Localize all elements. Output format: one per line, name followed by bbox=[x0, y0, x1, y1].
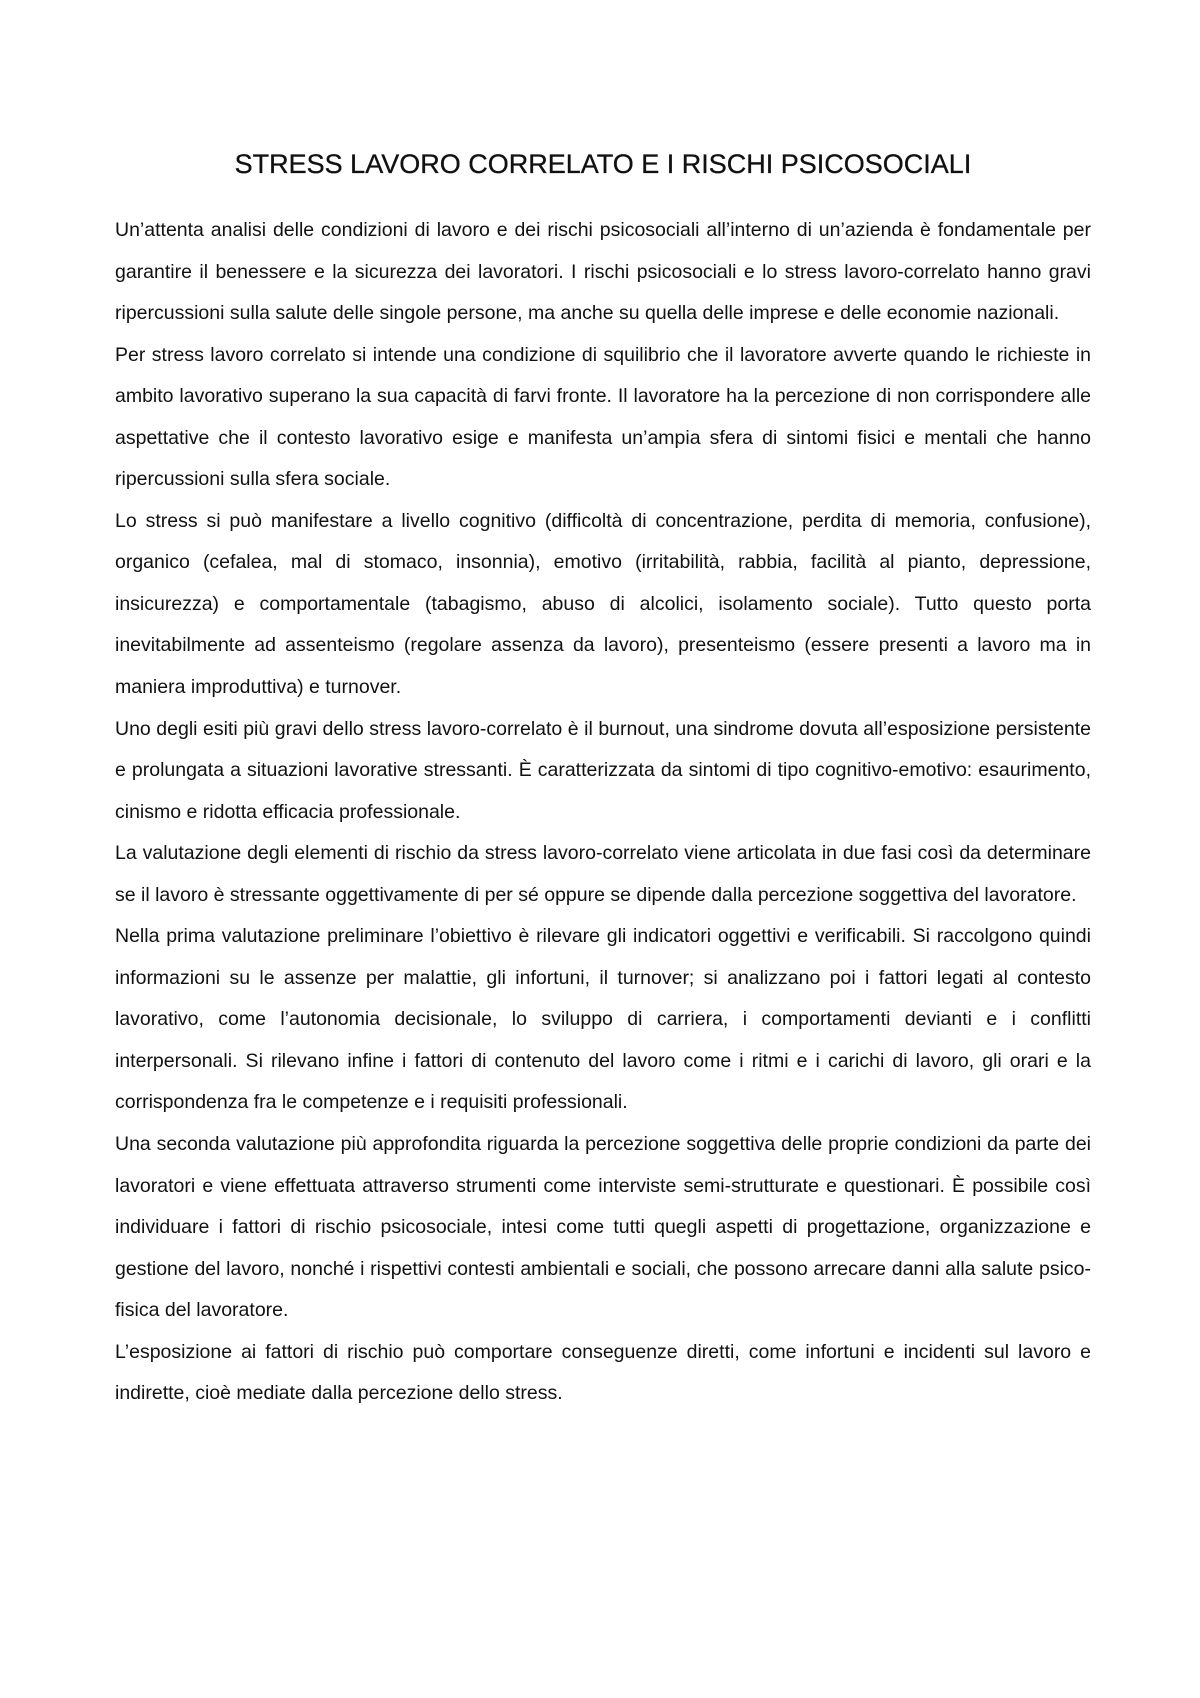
paragraph-intro: Un’attenta analisi delle condizioni di lavoro e dei rischi psicosociali all’interno di un’azienda è fondamentale per garantire il benessere e la sicurezza dei lavoratori. I rischi psicosociali e lo stress lavoro-correlato hanno gravi ripercussioni sulla salute delle singole persone, ma anche su quella delle imprese e delle economie nazionali. bbox=[115, 219, 1091, 325]
paragraph-definition: Per stress lavoro correlato si intende una condizione di squilibrio che il lavoratore avverte quando le richieste in ambito lavorativo superano la sua capacità di farvi fronte. Il lavoratore ha la percezione di non corrispondere alle aspettative che il contesto lavorativo esige e manifesta un’ampia sfera di sintomi fisici e mentali che hanno ripercussioni sulla sfera sociale. bbox=[115, 343, 1091, 491]
document-page bbox=[115, 140, 1091, 1415]
paragraph-exposure: L’esposizione ai fattori di rischio può comportare conseguenze diretti, come infortuni e incidenti sul lavoro e indirette, cioè mediate dalla percezione dello stress. bbox=[115, 1340, 1091, 1405]
paragraph-second-evaluation: Una seconda valutazione più approfondita riguarda la percezione soggettiva delle proprie condizioni da parte dei lavoratori e viene effettuata attraverso strumenti come interviste semi-strutturate e questionari. È possibile così individuare i fattori di rischio psicosociale, intesi come tutti quegli aspetti di progettazione, organizzazione e gestione del lavoro, nonché i rispettivi contesti ambientali e sociali, che possono arrecare danni alla salute psico-fisica del lavoratore. bbox=[115, 1133, 1091, 1322]
paragraph-evaluation: La valutazione degli elementi di rischio da stress lavoro-correlato viene articolata in due fasi così da determinare se il lavoro è stressante oggettivamente di per sé oppure se dipende dalla percezione soggettiva del lavoratore. bbox=[115, 842, 1091, 906]
document-title: STRESS LAVORO CORRELATO E I RISCHI PSICOSOCIALI bbox=[234, 149, 972, 179]
paragraph-burnout: Uno degli esiti più gravi dello stress lavoro-correlato è il burnout, una sindrome dovuta all’esposizione persistente e prolungata a situazioni lavorative stressanti. È caratterizzata da sintomi di tipo cognitivo-emotivo: esaurimento, cinismo e ridotta efficacia professionale. bbox=[115, 717, 1091, 823]
paragraph-first-evaluation: Nella prima valutazione preliminare l’obiettivo è rilevare gli indicatori oggettivi e verificabili. Si raccolgono quindi informazioni su le assenze per malattie, gli infortuni, il turnover; si analizzano poi i fattori legati al contesto lavorativo, come l’autonomia decisionale, lo sviluppo di carriera, i comportamenti devianti e i conflitti interpersonali. Si rilevano infine i fattori di contenuto del lavoro come i ritmi e i carichi di lavoro, gli orari e la corrispondenza fra le competenze e i requisiti professionali. bbox=[115, 925, 1091, 1114]
paragraph-symptoms: Lo stress si può manifestare a livello cognitivo (difficoltà di concentrazione, perdita di memoria, confusione), organico (cefalea, mal di stomaco, insonnia), emotivo (irritabilità, rabbia, facilità al pianto, depressione, insicurezza) e comportamentale (tabagismo, abuso di alcolici, isolamento sociale). Tutto questo porta inevitabilmente ad assenteismo (regolare assenza da lavoro), presenteismo (essere presenti a lavoro ma in maniera improduttiva) e turnover. bbox=[115, 509, 1091, 699]
